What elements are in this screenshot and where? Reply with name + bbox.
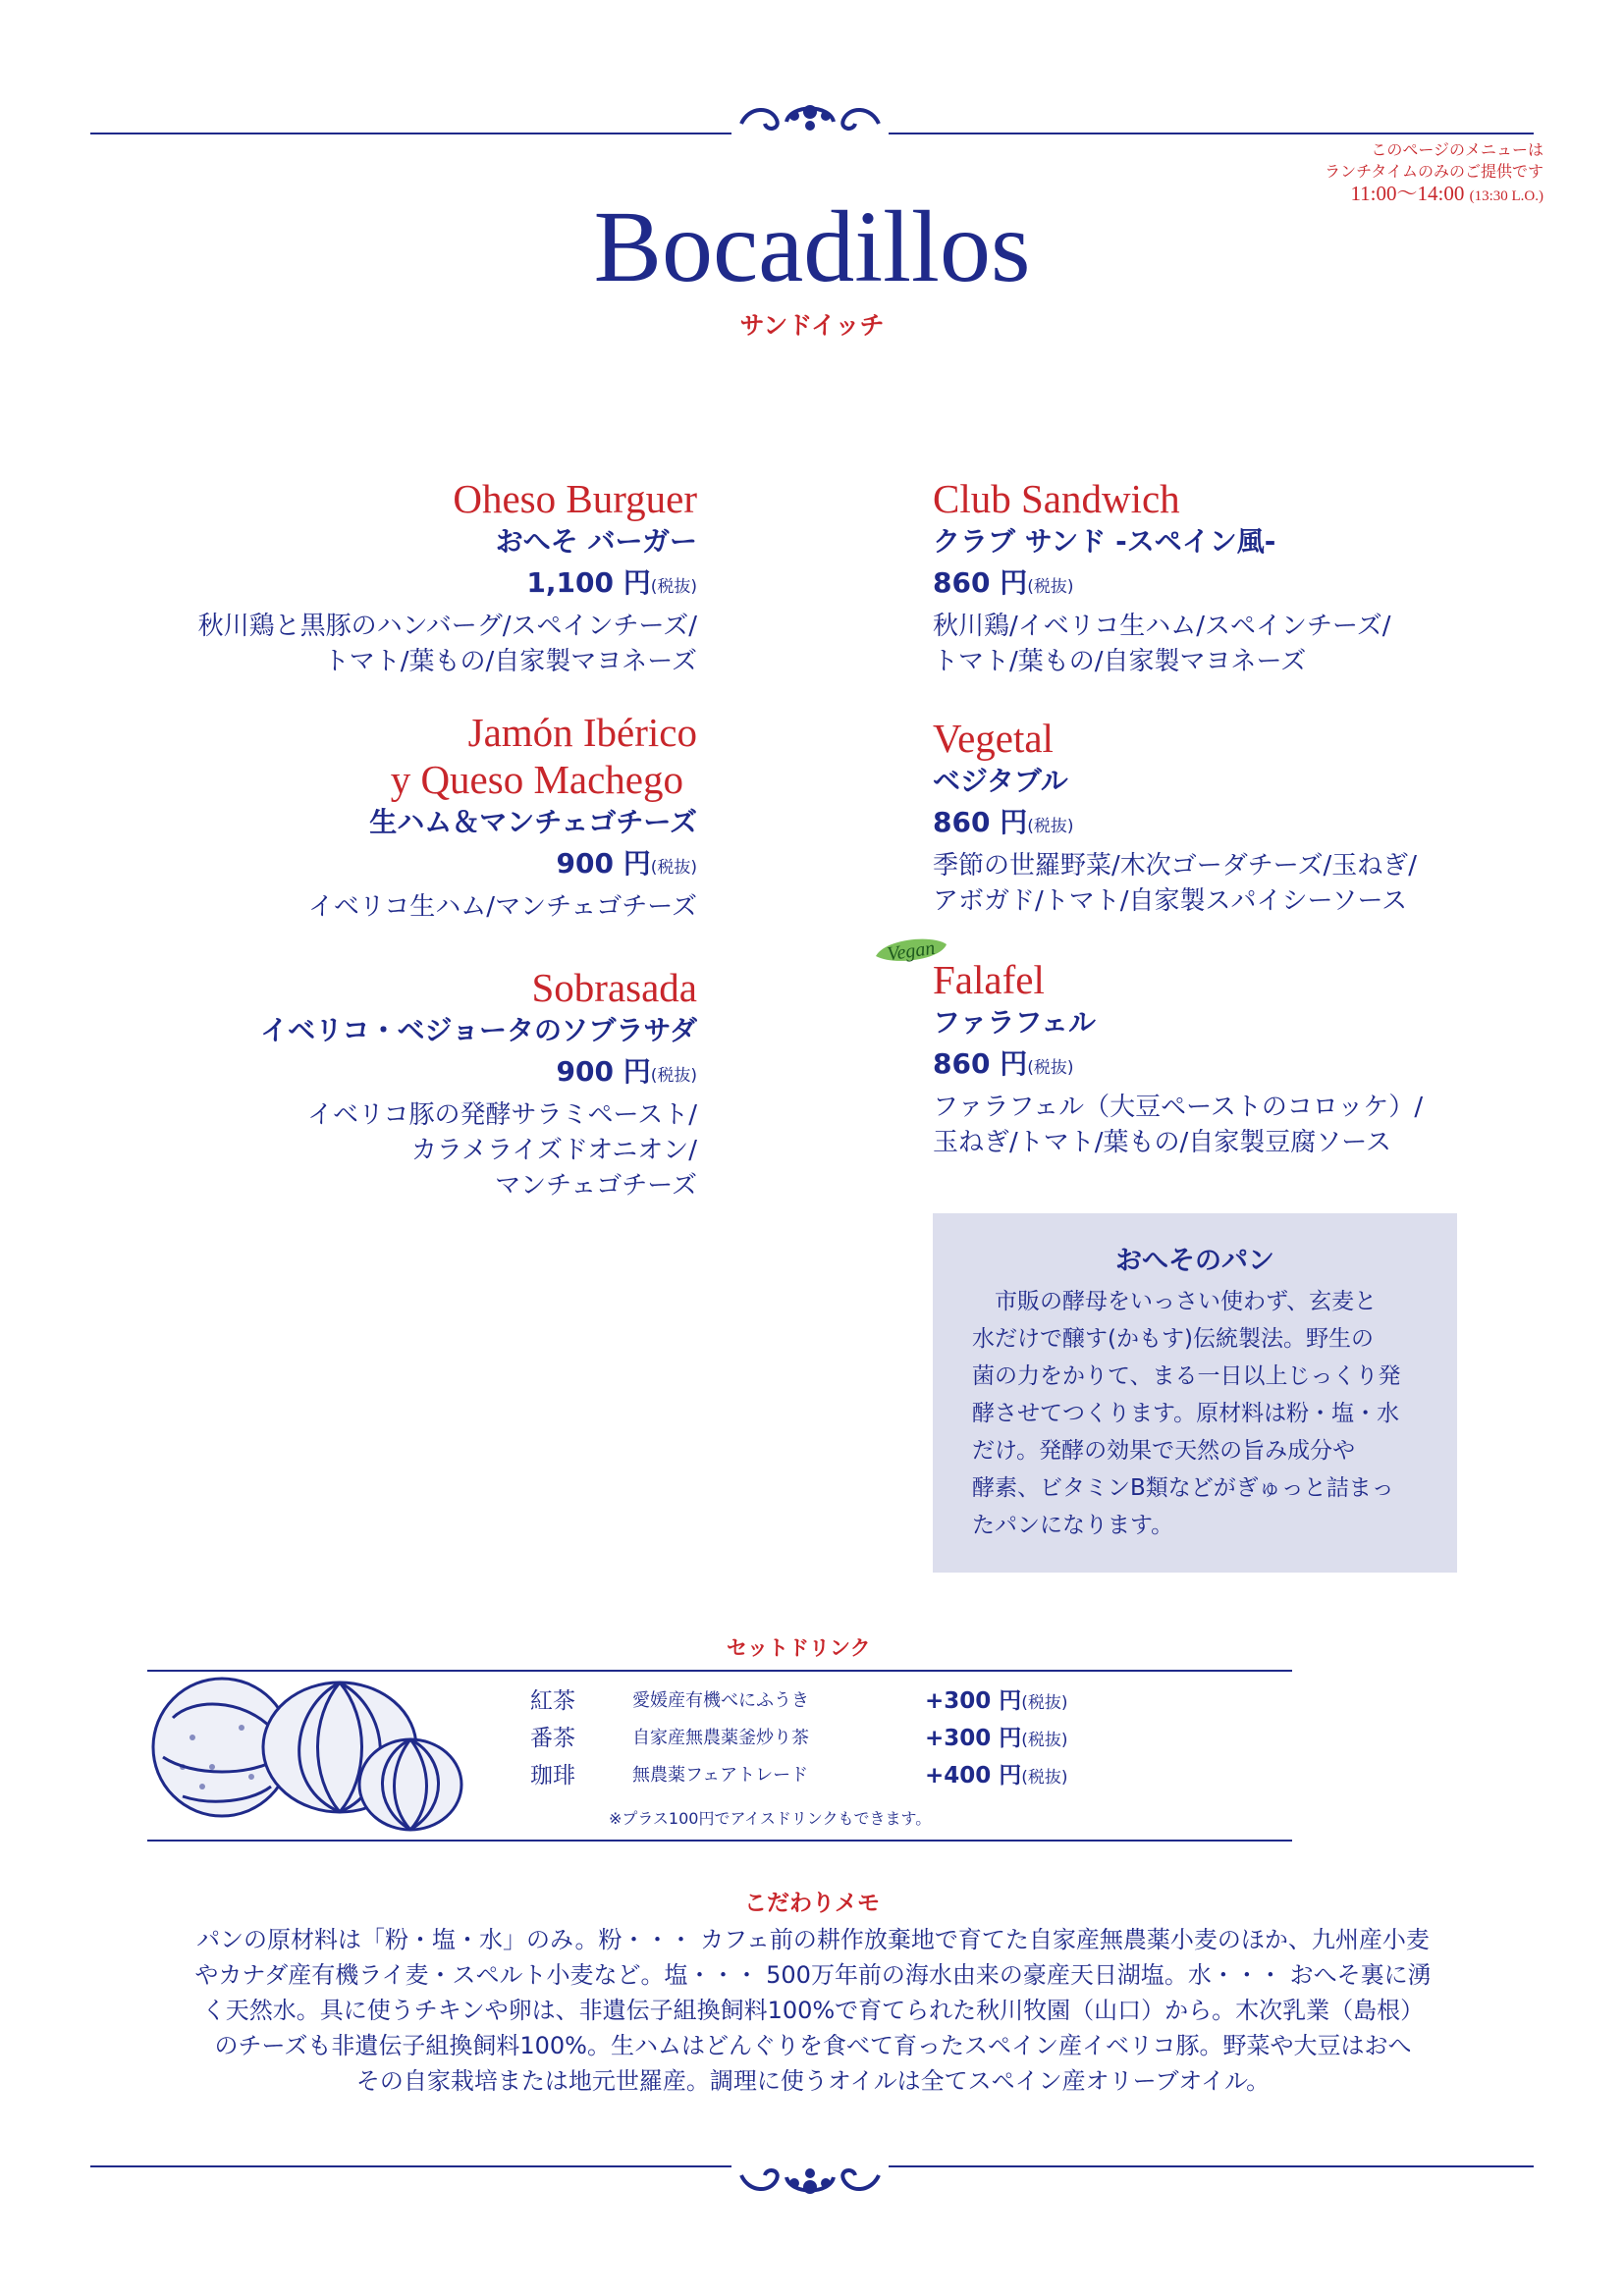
notice-line-1: このページのメニューは <box>1371 140 1543 159</box>
set-drink-title: セットドリンク <box>727 1636 871 1660</box>
item-price: 900 円(税抜) <box>556 1055 697 1088</box>
item-desc: 秋川鶏/イベリコ生ハム/スペインチーズ/ トマト/葉もの/自家製マヨネーズ <box>933 612 1391 676</box>
onion-illustration-icon <box>143 1659 477 1836</box>
drink-bottom-rule <box>147 1840 1292 1842</box>
drink-name: 珈琲 <box>530 1763 575 1789</box>
item-price: 860 円(税抜) <box>933 1047 1074 1080</box>
drink-price: +300 円(税抜) <box>925 1688 1068 1714</box>
drink-price: +300 円(税抜) <box>925 1726 1068 1751</box>
drink-note: ※プラス100円でアイスドリンクもできます。 <box>609 1809 932 1828</box>
item-name-jp: おへそ バーガー <box>495 525 697 558</box>
item-name-en-1: Jamón Ibérico <box>467 710 697 755</box>
menu-item-oheso-burguer <box>88 475 697 679</box>
drink-price: +400 円(税抜) <box>925 1763 1068 1789</box>
menu-item-vegetal <box>933 715 1542 919</box>
drink-row <box>520 1757 1149 1790</box>
item-name-en: Falafel <box>933 957 1045 1002</box>
item-desc: 秋川鶏と黒豚のハンバーグ/スペインチーズ/ トマト/葉もの/自家製マヨネーズ <box>197 612 697 676</box>
page-subtitle: サンドイッチ <box>739 311 885 340</box>
drink-row <box>520 1720 1149 1753</box>
drink-row <box>520 1682 1149 1716</box>
item-name-en: Sobrasada <box>531 965 697 1010</box>
notice-hours: 11:00〜14:00 (13:30 L.O.) <box>1350 182 1543 205</box>
menu-item-sobrasada <box>88 964 697 1203</box>
item-desc: イベリコ豚の発酵サラミペースト/ カラメライズドオニオン/ マンチェゴチーズ <box>307 1100 697 1201</box>
menu-item-falafel <box>933 956 1542 1160</box>
item-name-jp: 生ハム＆マンチェゴチーズ <box>369 806 697 838</box>
drink-desc: 自家産無農薬釜炒り茶 <box>632 1728 809 1748</box>
memo-body: パンの原材料は「粉・塩・水」のみ。粉・・・ カフェ前の耕作放棄地で育てた自家産無農薬小麦のほか、九州産小麦 やカナダ産有機ライ麦・スペルト小麦など。塩・・・ 500万年前の海水由来の豪産天日湖塩。水・・・ おへそ裏に湧 く天然水。具に使うチキンや卵は、非遺伝子組換飼料100%で育てられた秋川牧園（山口）から。木次乳業（島根） のチーズも非遺伝子組換飼料100%。生ハムはどんぐりを食べて育ったスペイン産イベリコ豚。野菜や大豆はおへ その自家栽培または地元世羅産。調理に使うオイルは全てスペイン産オリーブオイル。 <box>194 1926 1432 2095</box>
drink-desc: 無農薬フェアトレード <box>632 1765 809 1786</box>
item-desc: 季節の世羅野菜/木次ゴーダチーズ/玉ねぎ/ アボガド/トマト/自家製スパイシーソース <box>933 851 1417 916</box>
item-name-jp: ベジタブル <box>933 765 1068 797</box>
item-name-en: Oheso Burguer <box>453 476 697 521</box>
item-name-jp: ファラフェル <box>933 1006 1097 1039</box>
bottom-ornament-icon <box>731 2160 889 2205</box>
item-price: 1,100 円(税抜) <box>526 566 697 599</box>
notice-line-2: ランチタイムのみのご提供です <box>1325 162 1543 181</box>
item-price: 860 円(税抜) <box>933 806 1074 838</box>
menu-item-jamon-iberico <box>88 709 697 925</box>
item-desc: ファラフェル（大豆ペーストのコロッケ）/ 玉ねぎ/トマト/葉もの/自家製豆腐ソース <box>933 1093 1424 1157</box>
item-price: 900 円(税抜) <box>556 847 697 880</box>
item-name-en-2: y Queso Machego <box>390 757 683 802</box>
memo-title: こだわりメモ <box>744 1891 880 1916</box>
item-name-en: Club Sandwich <box>933 476 1180 521</box>
item-name-en: Vegetal <box>933 716 1054 761</box>
page-title: Bocadillos <box>593 190 1031 303</box>
top-ornament-icon <box>731 94 889 139</box>
bread-info-box <box>933 1213 1457 1573</box>
drink-desc: 愛媛産有機べにふうき <box>632 1690 809 1711</box>
drink-name: 番茶 <box>530 1726 575 1751</box>
item-name-jp: クラブ サンド -スペイン風- <box>933 525 1276 558</box>
drink-name: 紅茶 <box>530 1688 575 1714</box>
item-price: 860 円(税抜) <box>933 566 1074 599</box>
bread-title: おへそのパン <box>1115 1246 1274 1276</box>
menu-item-club-sandwich <box>933 475 1542 679</box>
bread-body: 市販の酵母をいっさい使わず、玄麦と 水だけで醸す(かもす)伝統製法。野生の 菌の力をかりて、まる一日以上じっくり発 酵させてつくります。原材料は粉・塩・水 だけ。発酵の効果で天然の旨み成分や 酵素、ビタミンB類などがぎゅっと詰まっ たパンになります。 <box>972 1289 1401 1538</box>
item-desc: イベリコ生ハム/マンチェゴチーズ <box>307 892 697 922</box>
vegan-badge-label: Vegan <box>886 936 937 966</box>
item-name-jp: イベリコ・ベジョータのソブラサダ <box>260 1014 697 1046</box>
